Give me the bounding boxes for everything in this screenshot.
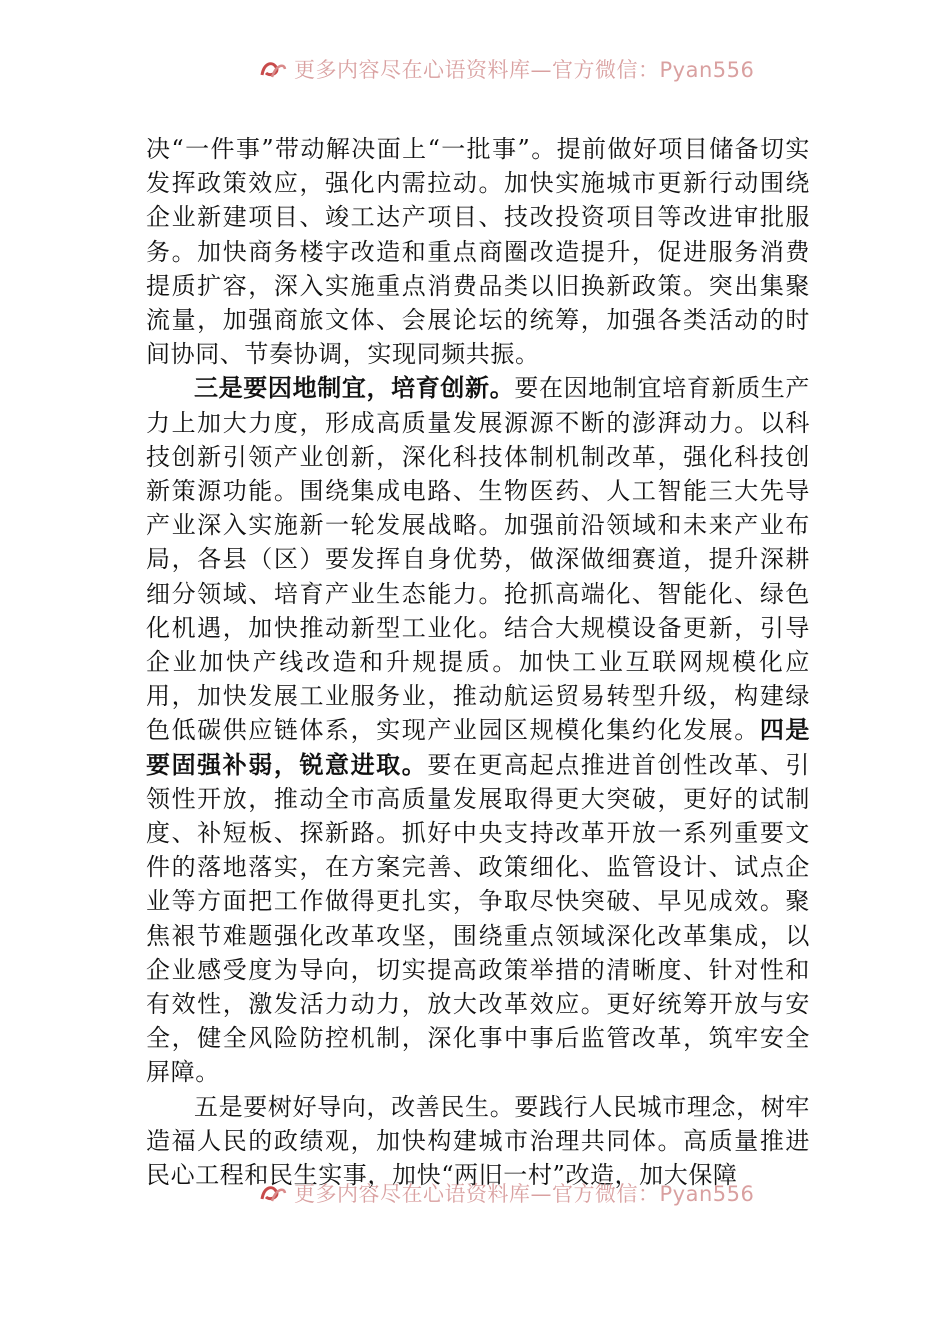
watermark-header [258,52,778,86]
paragraph-3: 五是要树好导向，改善民生。要践行人民城市理念，树牢造福人民的政绩观，加快构建城市治理共同体。高质量推进民心工程和民生实事，加快“两旧一村”改造，加大保障 [146,1092,810,1190]
watermark-footer [258,1176,778,1210]
logo-icon [258,1181,288,1205]
paragraph-2 [146,371,810,1089]
paragraph-2-body-continued: 要在更高起点推进首创性改革、引领性开放，推动全市高质量发展取得更大突破，更好的试制度、补短板、探新路。抓好中央支持改革开放一系列重要文件的落地落实，在方案完善、政策细化、监管设计、试点企业等方面把工作做得更扎实，争取尽快突破、早见成效。聚焦裉节难题强化改革攻坚，围绕重点领域深化改革集成，以企业感受度为导向，切实提高政策举措的清晰度、针对性和有效性，激发活力动力，放大改革效应。更好统筹开放与安全，健全风险防控机制，深化事中事后监管改革，筑牢安全屏障。 [146,750,811,1087]
watermark-text: 更多内容尽在心语资料库—官方微信：Pyan556 [294,58,755,82]
watermark-text: 更多内容尽在心语资料库—官方微信：Pyan556 [294,1182,755,1206]
paragraph-1: 决“一件事”带动解决面上“一批事”。提前做好项目储备切实发挥政策效应，强化内需拉动。加快实施城市更新行动围绕企业新建项目、竣工达产项目、技改投资项目等改进审批服务。加快商务楼宇改造和重点商圈改造提升，促进服务消费提质扩容，深入实施重点消费品类以旧换新政策。突出集聚流量，加强商旅文体、会展论坛的统筹，加强各类活动的时间协同、节奏协调，实现同频共振。 [146,135,810,369]
section-heading-4: 四是要固强补弱，锐意进取。 [146,715,811,779]
document-body [146,132,810,1192]
logo-icon [258,57,288,81]
paragraph-2-body: 要在因地制宜培育新质生产力上加大力度，形成高质量发展源源不断的澎湃动力。以科技创新引领产业创新，深化科技体制机制改革，强化科技创新策源功能。围绕集成电路、生物医药、人工智能三大先导产业深入实施新一轮发展战略。加强前沿领域和未来产业布局，各县（区）要发挥自身优势，做深做细赛道，提升深耕细分领域、培育产业生态能力。抢抓高端化、智能化、绿色化机遇，加快推动新型工业化。结合大规模设备更新，引导企业加快产线改造和升规提质。加快工业互联网规模化应用，加快发展工业服务业，推动航运贸易转型升级，构建绿色低碳供应链体系，实现产业园区规模化集约化发展。 [146,374,810,745]
section-heading-3: 三是要因地制宜，培育创新。 [194,373,515,403]
